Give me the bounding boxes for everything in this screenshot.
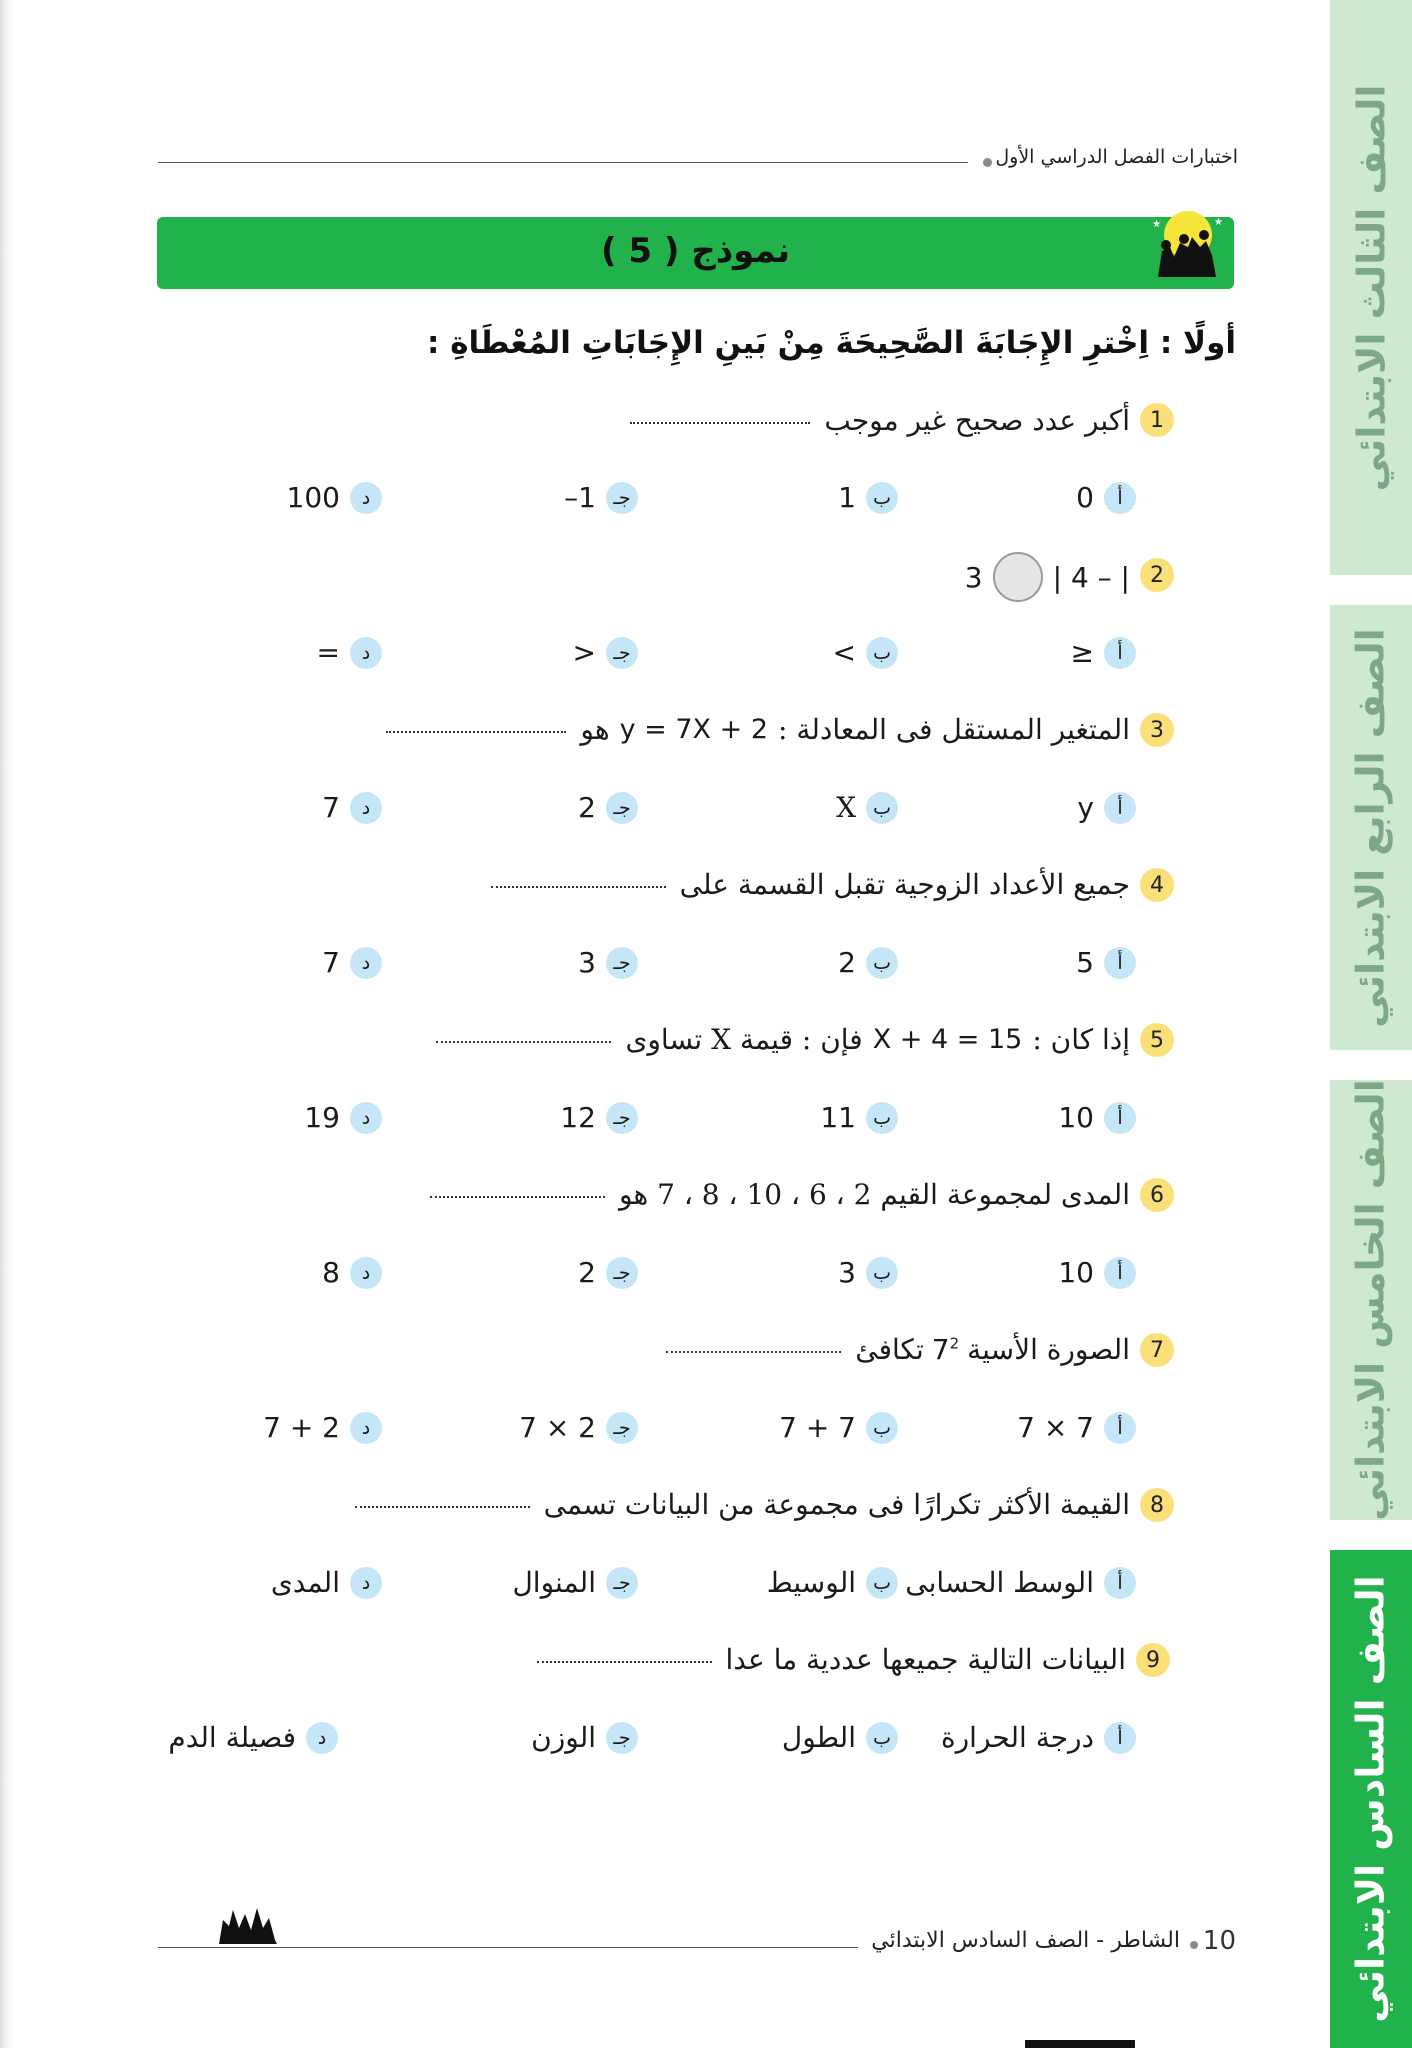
question-text xyxy=(666,1333,1130,1366)
question-text xyxy=(430,1178,1130,1211)
option-text: الطول xyxy=(781,1721,856,1754)
option[interactable] xyxy=(573,636,638,669)
equation: X + 4 = 15 xyxy=(872,1024,1023,1055)
option-letter: أ xyxy=(1104,637,1136,669)
question-9-text: البيانات التالية جميعها عددية ما عدا xyxy=(725,1643,1126,1676)
option-letter: د xyxy=(350,1257,382,1289)
option-letter: د xyxy=(350,792,382,824)
option-text: 7 + 7 xyxy=(779,1411,856,1444)
option[interactable] xyxy=(833,636,898,669)
question-number: 6 xyxy=(1140,1178,1174,1212)
option-letter: جـ xyxy=(606,1412,638,1444)
option-text: 8 xyxy=(322,1256,340,1289)
option-letter: جـ xyxy=(606,947,638,979)
header-rule xyxy=(158,162,968,163)
question-number: 8 xyxy=(1140,1488,1174,1522)
answer-blank xyxy=(355,1502,530,1508)
question-7-text-a: الصورة الأسية xyxy=(967,1333,1130,1366)
option-text: 10 xyxy=(1058,1256,1094,1289)
question-text xyxy=(436,1023,1130,1056)
question-number: 2 xyxy=(1140,558,1174,592)
answer-blank xyxy=(630,418,810,424)
tab-grade-6-label: الصف السادس الابتدائي xyxy=(1349,1575,1394,2023)
option-letter: جـ xyxy=(606,1257,638,1289)
option[interactable] xyxy=(578,791,638,824)
svg-text:★: ★ xyxy=(1214,217,1223,228)
option-text: 1 xyxy=(838,481,856,514)
option-text: 3 xyxy=(838,1256,856,1289)
question-5-text-a: إذا كان : xyxy=(1032,1023,1130,1056)
option-text: 1– xyxy=(564,481,596,514)
question-number: 1 xyxy=(1140,403,1174,437)
option-text: 10 xyxy=(1058,1101,1094,1134)
option[interactable] xyxy=(304,1101,382,1134)
answer-blank xyxy=(537,1657,712,1663)
option-letter: ب xyxy=(866,482,898,514)
option[interactable] xyxy=(1058,1101,1136,1134)
option-text: المدى xyxy=(270,1566,340,1599)
option-text: 12 xyxy=(560,1101,596,1134)
option[interactable] xyxy=(322,1256,382,1289)
answer-blank xyxy=(491,882,666,888)
option[interactable] xyxy=(838,481,898,514)
option-text: 3 xyxy=(578,946,596,979)
header-bullet xyxy=(983,158,992,167)
svg-text:★: ★ xyxy=(1152,219,1161,230)
option-letter: د xyxy=(350,1412,382,1444)
option[interactable] xyxy=(322,791,382,824)
page-number: 10 xyxy=(1202,1926,1236,1956)
option-letter: أ xyxy=(1104,1257,1136,1289)
tab-grade-4[interactable] xyxy=(1330,605,1412,1050)
section-title: أولًا : اِخْترِ الإِجَابَةَ الصَّحِيحَةَ مِنْ بَينِ الإِجَابَاتِ المُعْطَاةِ : xyxy=(427,325,1236,361)
exponent-power: 2 xyxy=(949,1334,960,1353)
option[interactable] xyxy=(820,1101,898,1134)
option[interactable] xyxy=(941,1721,1136,1754)
option[interactable] xyxy=(838,1256,898,1289)
option-text: > xyxy=(572,636,596,669)
comparison-blank[interactable] xyxy=(993,552,1043,602)
option-letter: جـ xyxy=(606,482,638,514)
option[interactable] xyxy=(578,1256,638,1289)
option[interactable] xyxy=(168,1721,338,1754)
option-letter: أ xyxy=(1104,792,1136,824)
option-letter: ب xyxy=(866,947,898,979)
exponent-expression xyxy=(932,1333,959,1366)
option-text: 2 xyxy=(838,946,856,979)
option-text: 0 xyxy=(1076,481,1094,514)
footer-title: الشاطر - الصف السادس الابتدائي xyxy=(871,1928,1180,1953)
option-letter: أ xyxy=(1104,1102,1136,1134)
option[interactable] xyxy=(263,1411,382,1444)
option-text: 7 × 7 xyxy=(1017,1411,1094,1444)
option-text: الوسيط xyxy=(766,1566,856,1599)
option-text: 100 xyxy=(286,481,340,514)
compare-value: 3 xyxy=(964,560,983,594)
question-4-text: جميع الأعداد الزوجية تقبل القسمة على xyxy=(679,868,1130,901)
tab-grade-5-label: الصف الخامس الابتدائي xyxy=(1349,1079,1393,1521)
question-text xyxy=(355,1488,1130,1521)
option-letter: د xyxy=(350,637,382,669)
abs-expression: | 4 – | xyxy=(1052,560,1130,594)
option[interactable] xyxy=(287,481,382,514)
answer-blank xyxy=(436,1037,611,1043)
option-letter: د xyxy=(306,1722,338,1754)
option[interactable] xyxy=(560,1101,638,1134)
option-text: 11 xyxy=(820,1101,856,1134)
option[interactable] xyxy=(1076,481,1136,514)
option-letter: جـ xyxy=(606,1567,638,1599)
option-text: الوسط الحسابى xyxy=(905,1566,1094,1599)
question-number: 5 xyxy=(1140,1023,1174,1057)
answer-blank xyxy=(386,727,566,733)
option-text: 5 xyxy=(1076,946,1094,979)
answer-blank xyxy=(666,1347,841,1353)
model-banner xyxy=(157,217,1234,289)
question-text xyxy=(630,404,1130,437)
footer-logo-icon xyxy=(215,1900,285,1950)
question-3-text: المتغير المستقل فى المعادلة : xyxy=(778,713,1130,746)
option-letter: جـ xyxy=(606,1102,638,1134)
option[interactable] xyxy=(905,1566,1136,1599)
tab-grade-3[interactable] xyxy=(1330,0,1412,575)
option[interactable] xyxy=(531,1721,638,1754)
option-text: = xyxy=(316,636,340,669)
option-letter: أ xyxy=(1104,1722,1136,1754)
question-6-text: المدى لمجموعة القيم 2 ، 6 ، 10 ، 8 ، 7 هو xyxy=(618,1178,1130,1211)
option-text: المنوال xyxy=(512,1566,596,1599)
banner-title: نموذج ( 5 ) xyxy=(600,231,791,271)
tab-grade-4-label: الصف الرابع الابتدائي xyxy=(1349,627,1393,1028)
option-letter: ب xyxy=(866,1412,898,1444)
option[interactable] xyxy=(1077,791,1136,824)
option[interactable] xyxy=(836,791,898,824)
option[interactable] xyxy=(767,1566,898,1599)
option-text: درجة الحرارة xyxy=(940,1721,1094,1754)
option[interactable] xyxy=(838,946,898,979)
option-text: 7 × 2 xyxy=(519,1411,596,1444)
question-1-text: أكبر عدد صحيح غير موجب xyxy=(824,404,1130,437)
question-text xyxy=(386,713,1130,746)
question-text xyxy=(965,552,1130,602)
option-text: ≥ xyxy=(1070,636,1094,669)
option[interactable] xyxy=(782,1721,898,1754)
option-text: X xyxy=(836,791,856,824)
answer-blank xyxy=(430,1192,605,1198)
footer-bullet xyxy=(1190,1941,1198,1949)
option-letter: ب xyxy=(866,637,898,669)
tab-grade-3-label: الصف الثالث الابتدائي xyxy=(1349,84,1393,491)
option-letter: أ xyxy=(1104,947,1136,979)
option-letter: ب xyxy=(866,1722,898,1754)
bottom-bar xyxy=(1025,2040,1135,2048)
option-text: 2 xyxy=(578,1256,596,1289)
exponent-base: 7 xyxy=(931,1333,950,1366)
option[interactable] xyxy=(322,946,382,979)
tab-grade-6[interactable] xyxy=(1330,1550,1412,2048)
question-3-suffix: هو xyxy=(580,713,610,746)
option-letter: جـ xyxy=(606,792,638,824)
option-letter: ب xyxy=(866,1567,898,1599)
option-text: 19 xyxy=(304,1101,340,1134)
option-text: 2 xyxy=(578,791,596,824)
option-letter: أ xyxy=(1104,1567,1136,1599)
option[interactable] xyxy=(578,946,638,979)
option-text: < xyxy=(832,636,856,669)
option-text: فصيلة الدم xyxy=(168,1721,296,1754)
question-text xyxy=(491,868,1130,901)
option-letter: أ xyxy=(1104,482,1136,514)
option[interactable] xyxy=(1058,1256,1136,1289)
question-number: 9 xyxy=(1136,1643,1170,1677)
option-letter: د xyxy=(350,482,382,514)
question-number: 7 xyxy=(1140,1333,1174,1367)
question-number: 4 xyxy=(1140,868,1174,902)
equation: y = 7X + 2 xyxy=(619,714,769,745)
option[interactable] xyxy=(1017,1411,1136,1444)
option-letter: جـ xyxy=(606,637,638,669)
question-8-text: القيمة الأكثر تكرارًا فى مجموعة من البيانات تسمى xyxy=(543,1488,1130,1521)
question-text xyxy=(537,1643,1127,1676)
option-letter: د xyxy=(350,1567,382,1599)
option-text: 7 + 2 xyxy=(263,1411,340,1444)
option-text: الوزن xyxy=(531,1721,596,1754)
option-letter: د xyxy=(350,1102,382,1134)
option[interactable] xyxy=(564,481,638,514)
students-logo-icon xyxy=(1140,207,1230,297)
option[interactable] xyxy=(779,1411,898,1444)
tab-grade-5[interactable] xyxy=(1330,1080,1412,1520)
option[interactable] xyxy=(1076,946,1136,979)
question-number: 3 xyxy=(1140,713,1174,747)
option-letter: ب xyxy=(866,1257,898,1289)
option[interactable] xyxy=(512,1566,638,1599)
option-text: 7 xyxy=(322,791,340,824)
option-letter: جـ xyxy=(606,1722,638,1754)
question-5-text-b: فإن : قيمة X تساوى xyxy=(625,1023,863,1056)
option[interactable] xyxy=(271,1566,382,1599)
option-text: 7 xyxy=(322,946,340,979)
question-7-text-b: تكافئ xyxy=(855,1333,924,1366)
option[interactable] xyxy=(317,636,382,669)
option[interactable] xyxy=(1071,636,1136,669)
option-letter: أ xyxy=(1104,1412,1136,1444)
option-letter: ب xyxy=(866,792,898,824)
option-letter: ب xyxy=(866,1102,898,1134)
option-letter: د xyxy=(350,947,382,979)
option[interactable] xyxy=(519,1411,638,1444)
option-text: y xyxy=(1077,791,1094,824)
page-header xyxy=(158,146,1238,176)
header-title: اختبارات الفصل الدراسي الأول xyxy=(995,146,1238,168)
